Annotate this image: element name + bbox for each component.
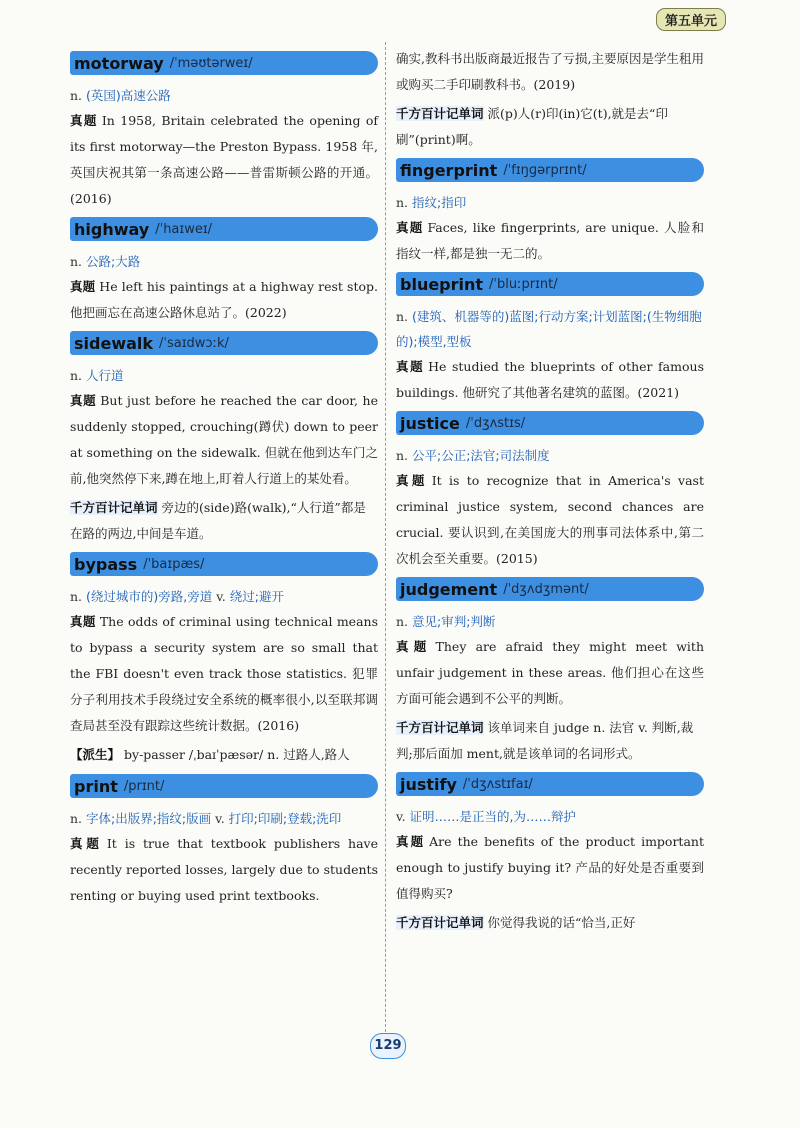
entry-definition [396, 190, 704, 215]
part-of-speech: n. [396, 195, 412, 210]
example-text: It is to recognize that in America's vast criminal justice system, second chances are crucial. 要认识到,在美国庞大的刑事司法体系中,第二次机会至关重要。(2015) [396, 473, 704, 566]
example-continuation: 确实,教科书出版商最近报告了亏损,主要原因是学生租用或购买二手印刷教科书。(2019) [396, 51, 704, 92]
memory-tip [396, 715, 704, 767]
entry-word: motorway [74, 53, 164, 73]
exam-label: 真题 [396, 359, 425, 374]
entry-phonetic: /ˈbluːprɪnt/ [489, 276, 558, 292]
entry-definition [70, 249, 378, 274]
entry-header [70, 331, 378, 355]
entry-phonetic: /ˈbaɪpæs/ [143, 556, 205, 572]
page-number: 129 [370, 1033, 406, 1059]
unit-tab: 第五单元 [656, 8, 726, 31]
entry-definition [396, 443, 704, 468]
example-sentence [396, 215, 704, 267]
entry-header [396, 158, 704, 182]
entry-header [396, 772, 704, 796]
entry-word: bypass [74, 554, 138, 574]
exam-label: 真题 [70, 393, 97, 408]
example-text: Faces, like fingerprints, are unique. 人脸和指纹一样,都是独一无二的。 [396, 220, 704, 261]
exam-label: 真题 [70, 113, 98, 128]
entry-header [70, 552, 378, 576]
entry-phonetic: /ˈdʒʌstɪs/ [465, 415, 526, 431]
memory-label: 千方百计记单词 [396, 720, 484, 735]
entry-header [396, 411, 704, 435]
example-sentence [396, 354, 704, 406]
definition-text: 公路;大路 [86, 254, 141, 269]
entry-phonetic: /ˈsaɪdwɔːk/ [159, 335, 229, 351]
definition-text: 证明……是正当的,为……辩护 [409, 809, 577, 824]
exam-label: 真题 [70, 279, 96, 294]
part-of-speech: v. [396, 809, 410, 824]
entry-phonetic: /prɪnt/ [123, 778, 165, 794]
part-of-speech: n. [70, 254, 86, 269]
memory-tip [396, 910, 704, 936]
entry-header [70, 217, 378, 241]
part-of-speech: n. [70, 589, 86, 604]
memory-label: 千方百计记单词 [70, 500, 158, 515]
definition-text: 意见;审判;判断 [412, 614, 496, 629]
example-sentence [396, 634, 704, 712]
derivative [70, 742, 378, 768]
example-text: It is true that textbook publishers have recently reported losses, largely due to students renting or buying used print textbooks. [70, 836, 378, 903]
entry-header [396, 272, 704, 296]
example-sentence [70, 274, 378, 326]
example-text: Are the benefits of the product important enough to justify buying it? 产品的好处是否重要到值得购买? [396, 834, 704, 901]
example-text: He studied the blueprints of other famous buildings. 他研究了其他著名建筑的蓝图。(2021) [396, 359, 704, 400]
entry-phonetic: /ˈməʊtərweɪ/ [169, 55, 253, 71]
example-sentence [70, 609, 378, 739]
example-sentence [70, 831, 378, 909]
entry-definition [70, 363, 378, 388]
memory-label: 千方百计记单词 [396, 915, 484, 930]
entry-word: blueprint [400, 274, 484, 294]
definition-text: (英国)高速公路 [86, 88, 171, 103]
column-divider [385, 42, 386, 1052]
example-sentence [396, 468, 704, 572]
entry-word: justify [400, 774, 457, 794]
example-text: He left his paintings at a highway rest stop. 他把画忘在高速公路休息站了。(2022) [70, 279, 378, 320]
memory-text: 旁边的(side)路(walk),“人行道”都是在路的两边,中间是车道。 [70, 500, 366, 541]
definition-text: 绕过;避开 [229, 589, 284, 604]
entry-header [70, 51, 378, 75]
definition-text: 指纹;指印 [412, 195, 467, 210]
entry-word: highway [74, 219, 150, 239]
entry-header [396, 577, 704, 601]
memory-text: 派(p)人(r)印(in)它(t),就是去“印刷”(print)啊。 [396, 106, 668, 147]
entry-phonetic: /ˈdʒʌstɪfaɪ/ [462, 776, 533, 792]
exam-label: 真题 [396, 220, 424, 235]
entry-header [70, 774, 378, 798]
example-text: The odds of criminal using technical means to bypass a security system are so small that the FBI doesn't even track those statistics. 犯罪分子利用技术手段绕过安全系统的概率很小,以至联邦调查局甚至没有跟踪这些统计数据。(2016) [70, 614, 378, 733]
definition-text: (建筑、机器等的)蓝图;行动方案;计划蓝图;(生物细胞的);模型,型板 [396, 309, 702, 349]
definition-text: 公平;公正;法官;司法制度 [412, 448, 550, 463]
derive-text: by-passer /ˌbaɪˈpæsər/ n. 过路人,路人 [124, 747, 350, 762]
entry-definition [70, 584, 378, 609]
left-column [70, 46, 378, 912]
entry-definition [70, 83, 378, 108]
entry-word: sidewalk [74, 333, 154, 353]
right-column [396, 46, 704, 939]
entry-phonetic: /ˈdʒʌdʒmənt/ [503, 581, 589, 597]
exam-label: 真题 [70, 614, 96, 629]
example-sentence [396, 829, 704, 907]
example-text: But just before he reached the car door, he suddenly stopped, crouching(蹲伏) down to peer at something on the sidewalk. 但就在他到达车门之前,他突然停下来,蹲在地上,盯着人行道上的某处看。 [70, 393, 378, 486]
memory-text: 你觉得我说的话“恰当,正好 [487, 915, 636, 930]
part-of-speech: n. [70, 811, 86, 826]
memory-tip [70, 495, 378, 547]
definition-text: 字体;出版界;指纹;版画 [86, 811, 212, 826]
example-sentence [70, 388, 378, 492]
part-of-speech: n. [396, 614, 412, 629]
example-sentence [70, 108, 378, 212]
example-text: They are afraid they might meet with unfair judgement in these areas. 他们担心在这些方面可能会遇到不公平的判断。 [396, 639, 704, 706]
part-of-speech: n. [396, 309, 412, 324]
entry-phonetic: /ˈfɪŋɡərprɪnt/ [503, 162, 587, 178]
entry-definition [396, 804, 704, 829]
entry-word: judgement [400, 579, 498, 599]
part-of-speech: n. [396, 448, 412, 463]
entry-definition [70, 806, 378, 831]
entry-word: justice [400, 413, 460, 433]
entry-word: print [74, 776, 118, 796]
exam-label: 真题 [396, 639, 432, 654]
memory-tip [396, 101, 704, 153]
exam-label: 真题 [70, 836, 103, 851]
example-text: In 1958, Britain celebrated the opening of its first motorway—the Preston Bypass. 1958 年,英国庆祝其第一条高速公路——普雷斯顿公路的开通。(2016) [70, 113, 378, 206]
definition-text: 打印;印刷;登载;洗印 [228, 811, 342, 826]
exam-label: 真题 [396, 473, 428, 488]
entry-phonetic: /ˈhaɪweɪ/ [155, 221, 213, 237]
definition-text: 人行道 [86, 368, 124, 383]
entry-definition [396, 609, 704, 634]
memory-text: 该单词来自 judge n. 法官 v. 判断,裁判;那后面加 ment,就是该单词的名词形式。 [396, 720, 694, 761]
entry-definition [396, 304, 704, 354]
entry-word: fingerprint [400, 160, 498, 180]
part-of-speech: v. [212, 589, 230, 604]
memory-label: 千方百计记单词 [396, 106, 484, 121]
part-of-speech: n. [70, 88, 86, 103]
definition-text: (绕过城市的)旁路,旁道 [86, 589, 213, 604]
part-of-speech: n. [70, 368, 86, 383]
derive-label: 【派生】 [70, 747, 121, 762]
part-of-speech: v. [211, 811, 229, 826]
exam-label: 真题 [396, 834, 426, 849]
